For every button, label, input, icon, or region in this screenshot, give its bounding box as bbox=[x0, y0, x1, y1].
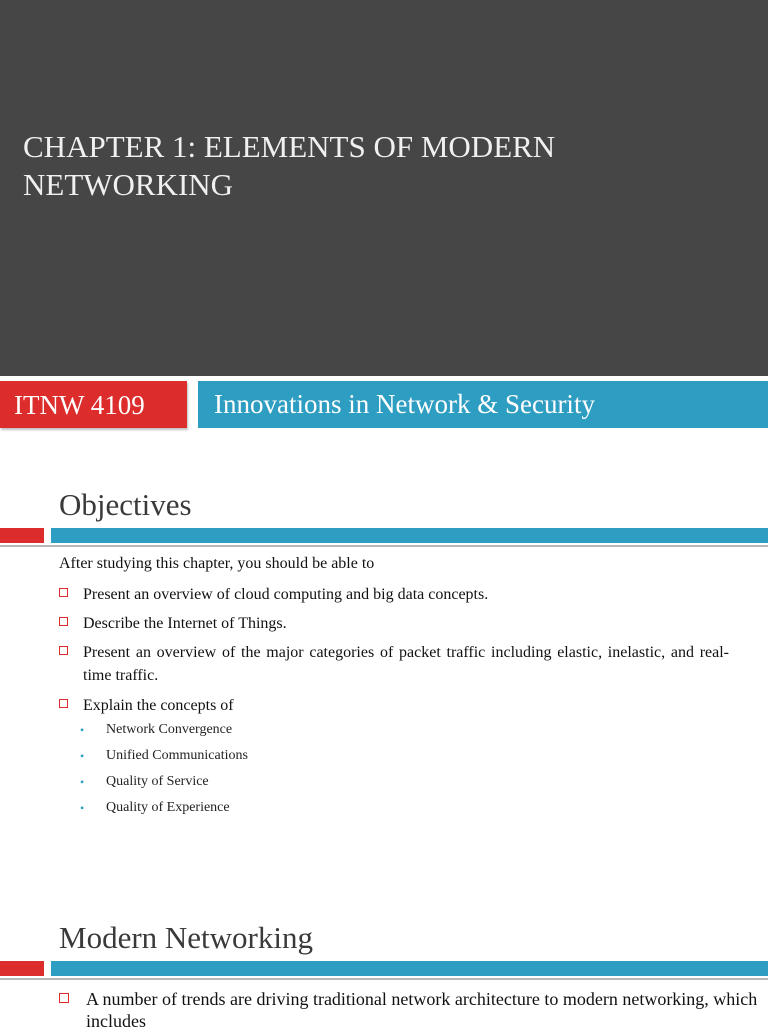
objectives-intro: After studying this chapter, you should be able to bbox=[59, 555, 375, 572]
course-name: Innovations in Network & Security bbox=[214, 389, 595, 419]
chapter-title bbox=[23, 128, 743, 204]
sub-bullet-text: Quality of Experience bbox=[106, 800, 230, 815]
sub-bullet bbox=[80, 747, 248, 765]
sub-bullet-text: Unified Communications bbox=[106, 748, 248, 763]
title-slide-header bbox=[0, 0, 768, 376]
dot-bullet-icon: • bbox=[80, 801, 85, 815]
course-code: ITNW 4109 bbox=[14, 390, 145, 420]
dot-bullet-icon: • bbox=[80, 775, 85, 789]
square-bullet-icon bbox=[59, 588, 68, 597]
objective-bullet bbox=[59, 641, 729, 687]
course-code-badge bbox=[0, 381, 187, 428]
objective-bullet bbox=[59, 694, 729, 717]
networking-bullet-text: A number of trends are driving traditional network architecture to modern networking, which includes bbox=[86, 989, 758, 1031]
objectives-heading: Objectives bbox=[59, 487, 192, 522]
heading-rule-line bbox=[0, 545, 768, 547]
square-bullet-icon bbox=[59, 646, 68, 655]
sub-bullet bbox=[80, 799, 230, 817]
heading-rule-blue bbox=[51, 961, 768, 976]
objective-text: Explain the concepts of bbox=[83, 697, 234, 714]
objective-text: Describe the Internet of Things. bbox=[83, 615, 287, 632]
sub-bullet bbox=[80, 773, 209, 791]
networking-bullet bbox=[59, 988, 759, 1032]
chapter-title-line-2: NETWORKING bbox=[23, 167, 234, 202]
heading-rule-red bbox=[0, 528, 44, 543]
heading-rule-blue bbox=[51, 528, 768, 543]
sub-bullet-text: Quality of Service bbox=[106, 774, 209, 789]
modern-networking-heading: Modern Networking bbox=[59, 920, 313, 955]
objective-bullet bbox=[59, 583, 729, 606]
heading-rule-line bbox=[0, 978, 768, 980]
course-name-banner bbox=[198, 381, 768, 428]
square-bullet-icon bbox=[59, 699, 68, 708]
objective-bullet bbox=[59, 612, 729, 635]
objective-text: Present an overview of the major categories of packet traffic including elastic, inelastic, and real-time traffic. bbox=[83, 644, 729, 684]
objective-text: Present an overview of cloud computing and big data concepts. bbox=[83, 586, 489, 603]
dot-bullet-icon: • bbox=[80, 749, 85, 763]
sub-bullet bbox=[80, 721, 232, 739]
heading-rule-red bbox=[0, 961, 44, 976]
square-bullet-icon bbox=[59, 617, 68, 626]
sub-bullet-text: Network Convergence bbox=[106, 722, 233, 737]
square-bullet-icon bbox=[59, 993, 69, 1003]
dot-bullet-icon: • bbox=[80, 723, 85, 737]
chapter-title-line-1: CHAPTER 1: ELEMENTS OF MODERN bbox=[23, 129, 556, 164]
